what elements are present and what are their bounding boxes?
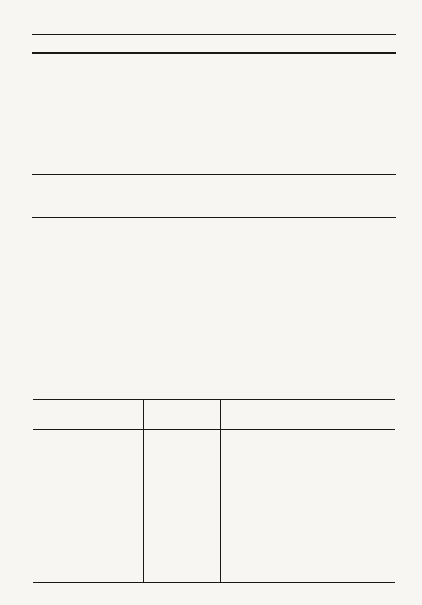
table-row <box>33 447 395 522</box>
title-rule <box>32 174 396 175</box>
table-row <box>33 540 395 570</box>
decree-rule <box>32 217 396 218</box>
table-header-rule <box>33 429 395 430</box>
table-bottom-rule <box>33 582 395 583</box>
header-rule-top <box>32 34 396 35</box>
table-top-rule <box>33 399 395 400</box>
header-rule-bottom <box>32 52 396 54</box>
